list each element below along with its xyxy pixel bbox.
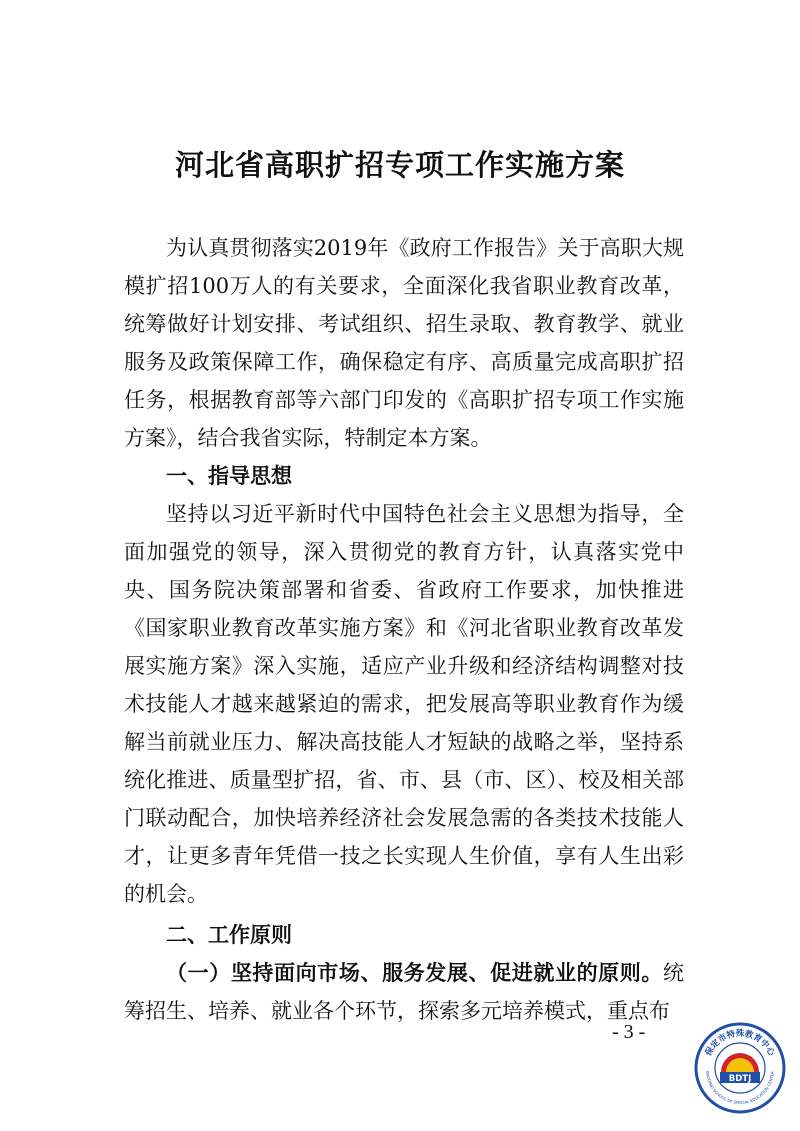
section-heading-guiding-ideology: 一、指导思想 [166,464,292,488]
seal-emblem-text: BDTJ [728,1074,752,1084]
school-seal-logo [694,1022,786,1114]
principle-one-lead: （一）坚持面向市场、服务发展、促进就业的原则。 [166,960,663,985]
seal-bottom-text: BAODING SCHOOL OF SPECIAL EDUCATION CENTER [705,1071,775,1106]
guiding-ideology-paragraph: 坚持以习近平新时代中国特色社会主义思想为指导，全面加强党的领导，深入贯彻党的教育方针，认真落实党中央、国务院决策部署和省委、省政府工作要求，加快推进《国家职业教育改革实施方案》和《河北省职业教育改革发展实施方案》深入实施，适应产业升级和经济结构调整对技术技能人才越来越紧迫的需求，把发展高等职业教育作为缓解当前就业压力、解决高技能人才短缺的战略之举，坚持系统化推进、质量型扩招，省、市、县（市、区）、校及相关部门联动配合，加快培养经济社会发展急需的各类技术技能人才，让更多青年凭借一技之长实现人生价值，享有人生出彩的机会。 [124,502,684,906]
document-title: 河北省高职扩招专项工作实施方案 [174,148,625,182]
intro-paragraph: 为认真贯彻落实2019年《政府工作报告》关于高职大规模扩招100万人的有关要求，全面深化我省职业教育改革，统筹做好计划安排、考试组织、招生录取、教育教学、就业服务及政策保障工作，确保稳定有序、高质量完成高职扩招任务，根据教育部等六部门印发的《高职扩招专项工作实施方案》，结合我省实际，特制定本方案。 [124,236,684,450]
seal-top-text: 保定市特殊教育中心 [703,1029,777,1058]
section-heading-work-principles: 二、工作原则 [166,923,292,947]
principle-one-paragraph [124,954,684,1030]
page-number: - 3 - [612,1021,646,1043]
principle-one-body: 统筹招生、培养、就业各个环节，探索多元培养模式，重点布 [124,961,684,1023]
